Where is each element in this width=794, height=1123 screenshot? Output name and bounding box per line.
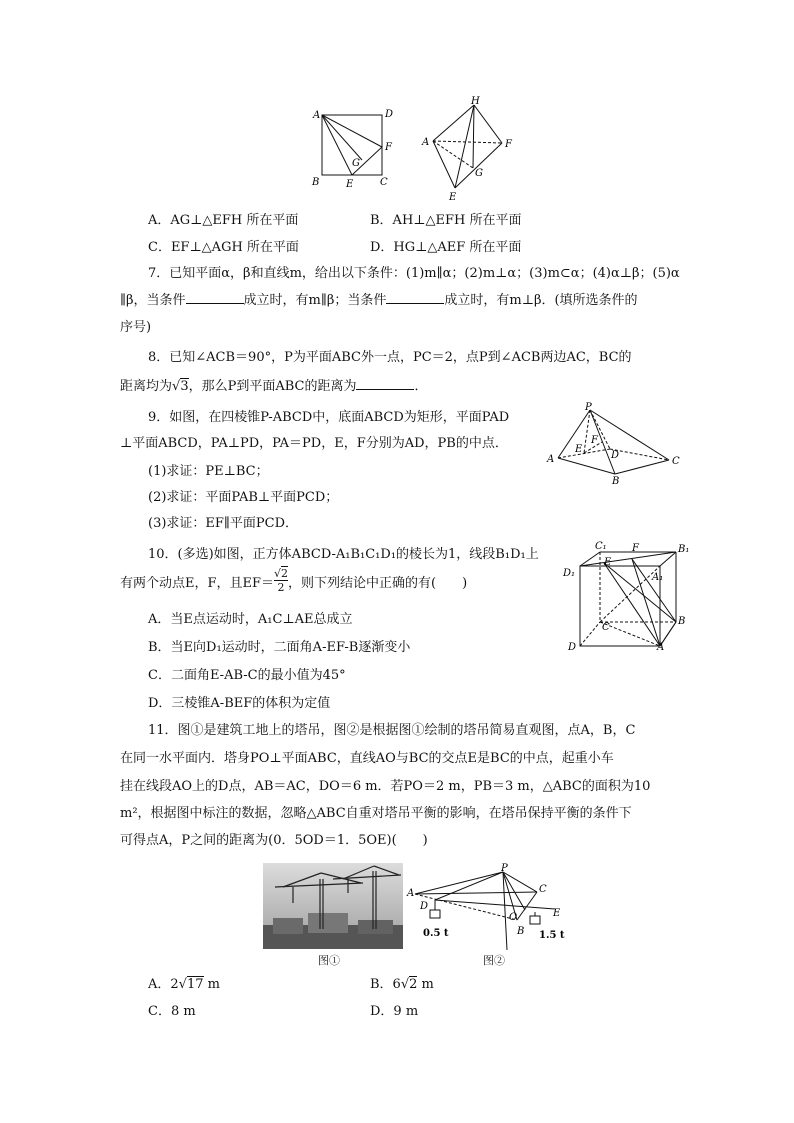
q7-line-2	[120, 291, 638, 311]
q6-option-b[interactable]: B．AH⊥△EFH 所在平面	[370, 213, 522, 228]
q10-fraction: $\frac{√2}{2}$	[274, 567, 289, 594]
label-D: D	[420, 901, 429, 912]
label-F: F	[632, 543, 639, 554]
label-B: B	[312, 177, 320, 188]
label-D: D	[568, 642, 577, 653]
q11-option-c[interactable]: C．8 m	[148, 1004, 196, 1019]
q7-blank-2[interactable]	[386, 291, 444, 304]
label-A1: A₁	[652, 572, 664, 583]
q10-text-a: 有两个动点E，F，且EF＝	[120, 576, 275, 591]
label-G: G	[475, 168, 483, 179]
label-A: A	[422, 137, 430, 148]
q11-a-prefix: A．2	[148, 977, 179, 992]
caption-figure-1: 图①	[318, 954, 340, 967]
label-C1: C₁	[595, 541, 607, 552]
label-E: E	[604, 557, 612, 568]
q10-line-1: 10．(多选)如图，正方体ABCD-A₁B₁C₁D₁的棱长为1，线段B₁D₁上	[148, 547, 539, 562]
q6-option-d[interactable]: D．HG⊥△AEF 所在平面	[370, 240, 522, 255]
q7-blank-1[interactable]	[186, 291, 244, 304]
q10-text-b: ，则下列结论中正确的有( )	[288, 576, 468, 591]
label-D1: D₁	[563, 568, 576, 579]
label-H: H	[471, 96, 480, 107]
square-folding-figure	[310, 105, 410, 190]
q11-a-radicand: 17	[186, 977, 204, 992]
q11-line-2: 在同一水平面内．塔身PO⊥平面ABC，直线AO与BC的交点E是BC的中点，起重小车	[120, 751, 614, 766]
label-G: G	[352, 158, 360, 169]
caption-figure-2: 图②	[483, 954, 505, 967]
q10-line-2	[120, 567, 468, 603]
q10-option-d[interactable]: D．三棱锥A-BEF的体积为定值	[148, 696, 331, 711]
label-O: O	[509, 912, 518, 923]
label-F: F	[505, 139, 512, 150]
weight-1-5t: 1.5 t	[539, 930, 565, 941]
q6-option-c[interactable]: C．EF⊥△AGH 所在平面	[148, 240, 299, 255]
q7-line-3: 序号)	[120, 320, 152, 335]
label-C: C	[539, 884, 547, 895]
q7-text-b: 成立时，有m∥β；当条件	[243, 293, 387, 308]
q10-frac-den: 2	[277, 581, 285, 594]
label-B: B	[517, 926, 525, 937]
label-P: P	[501, 863, 508, 874]
weight-0-5t: 0.5 t	[423, 928, 449, 939]
q8-line-1: 8．已知∠ACB＝90°，P为平面ABC外一点，PC＝2，点P到∠ACB两边AC，BC的	[148, 350, 632, 365]
label-A: A	[313, 110, 321, 121]
label-E: E	[575, 444, 583, 455]
q7-text-c: 成立时，有m⊥β．(填所选条件的	[444, 293, 638, 308]
pyramid-figure	[418, 93, 518, 205]
q9-part-3: (3)求证：EF∥平面PCD．	[148, 516, 299, 531]
q8-line-2	[120, 377, 428, 397]
q8-text-c: ．	[414, 379, 428, 394]
q9-part-1: (1)求证：PE⊥BC；	[148, 464, 269, 479]
label-P: P	[585, 402, 592, 413]
label-C: C	[602, 622, 610, 633]
label-F: F	[591, 435, 598, 446]
q8-sqrt-value: 3	[180, 379, 189, 394]
q11-b-radicand: 2	[409, 977, 418, 992]
q10-option-a[interactable]: A．当E点运动时，A₁C⊥AE总成立	[148, 612, 353, 627]
q7-line-1: 7．已知平面α，β和直线m，给出以下条件：(1)m∥α；(2)m⊥α；(3)m⊂α；(4)α⊥β；(5)α	[148, 266, 680, 281]
label-E: E	[346, 179, 354, 190]
label-B1: B₁	[678, 544, 690, 555]
q9-part-2: (2)求证：平面PAB⊥平面PCD；	[148, 490, 339, 505]
label-D: D	[611, 450, 620, 461]
q10-cube-figure	[560, 538, 690, 653]
label-A: A	[407, 888, 415, 899]
q10-option-c[interactable]: C．二面角E-AB-C的最小值为45°	[148, 668, 346, 683]
q9-pyramid-figure	[545, 402, 685, 487]
label-C: C	[380, 177, 388, 188]
label-D: D	[385, 109, 394, 120]
label-F: F	[385, 142, 392, 153]
sqrt-sign: √	[178, 977, 187, 992]
q11-option-d[interactable]: D．9 m	[370, 1004, 419, 1019]
q8-text-a: 距离均为	[120, 379, 173, 394]
q7-text-a: ∥β，当条件	[120, 293, 186, 308]
crane-diagram	[405, 862, 575, 952]
q11-a-unit: m	[203, 977, 220, 992]
q11-option-a[interactable]	[148, 975, 220, 995]
q11-line-1: 11．图①是建筑工地上的塔吊，图②是根据图①绘制的塔吊简易直观图，点A，B，C	[148, 723, 636, 738]
q8-text-b: ，那么P到平面ABC的距离为	[188, 379, 357, 394]
label-A: A	[547, 454, 555, 465]
q9-line-2: ⊥平面ABCD，PA⊥PD，PA＝PD，E，F分别为AD，PB的中点．	[120, 436, 508, 451]
sqrt-sign: √	[172, 379, 181, 394]
q11-line-5: 可得点A，P之间的距离为(0．5OD＝1．5OE)( )	[120, 833, 428, 848]
crane-photo	[263, 863, 403, 949]
label-E: E	[553, 908, 561, 919]
label-A: A	[657, 642, 665, 653]
q6-option-a[interactable]: A．AG⊥△EFH 所在平面	[148, 213, 299, 228]
q11-b-prefix: B．6	[370, 977, 401, 992]
q11-b-unit: m	[417, 977, 434, 992]
q10-frac-num: 2	[281, 567, 289, 580]
label-C: C	[672, 456, 680, 467]
q9-line-1: 9．如图，在四棱锥P-ABCD中，底面ABCD为矩形，平面PAD	[148, 410, 510, 425]
sqrt-sign: √	[400, 977, 410, 992]
label-B: B	[612, 476, 620, 487]
q11-line-3: 挂在线段AO上的D点，AB＝AC，DO＝6 m．若PO＝2 m，PB＝3 m，△ABC的面积为10	[120, 779, 651, 794]
q11-option-b[interactable]	[370, 975, 434, 995]
label-B: B	[678, 616, 686, 627]
q10-option-b[interactable]: B．当E向D₁运动时，二面角A-EF-B逐渐变小	[148, 640, 411, 655]
label-E: E	[449, 192, 457, 203]
q11-line-4: m²，根据图中标注的数据，忽略△ABC自重对塔吊平衡的影响，在塔吊保持平衡的条件下	[120, 806, 632, 821]
q8-blank[interactable]	[356, 377, 414, 390]
